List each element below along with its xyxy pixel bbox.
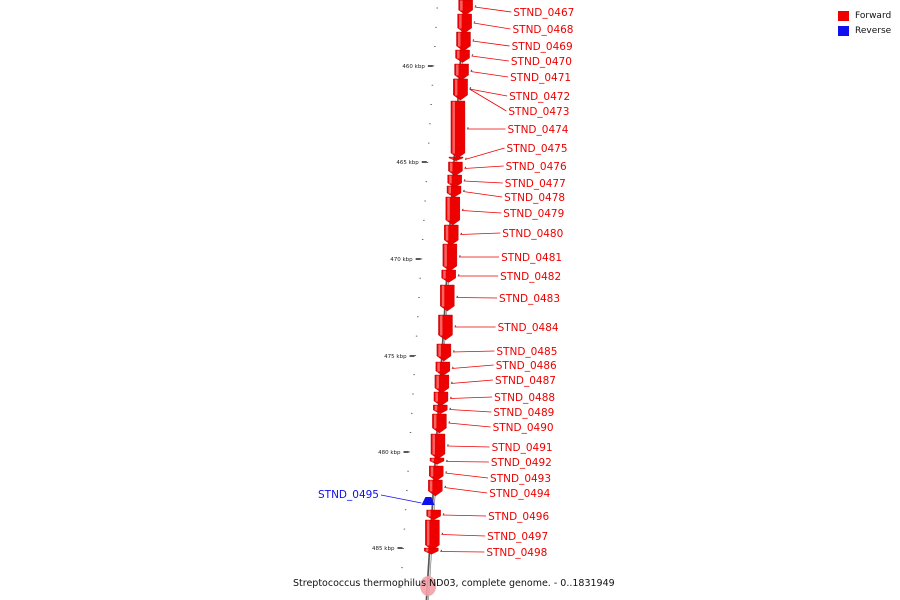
label-connector [443, 515, 487, 516]
gene-shading [431, 467, 434, 477]
gene-label-stnd_0480[interactable]: STND_0480 [502, 228, 564, 240]
label-connector [456, 298, 497, 299]
gene-label-stnd_0469[interactable]: STND_0469 [511, 41, 573, 53]
gene-shading [438, 345, 441, 357]
legend-item-reverse [838, 23, 891, 38]
label-connector [446, 462, 489, 463]
gene-label-stnd_0485[interactable]: STND_0485 [496, 346, 558, 358]
gene-label-stnd_0494[interactable]: STND_0494 [489, 488, 551, 500]
gene-shading [437, 363, 440, 372]
gene-shading [436, 376, 439, 389]
forward-swatch-icon [838, 11, 849, 21]
tick-label: 465 kbp [396, 160, 419, 166]
gene-dot [442, 533, 443, 534]
gene-label-stnd_0483[interactable]: STND_0483 [499, 293, 561, 305]
gene-dot [462, 209, 463, 210]
gene-shading [426, 549, 429, 552]
label-connector [440, 552, 484, 553]
gene-dot [461, 233, 462, 234]
gene-label-stnd_0468[interactable]: STND_0468 [512, 24, 574, 36]
gene-shading [440, 316, 443, 336]
gene-dot [472, 54, 473, 55]
gene-shading [458, 33, 461, 47]
tick-label: 475 kbp [384, 354, 407, 360]
gene-dot [446, 471, 447, 472]
gene-label-stnd_0486[interactable]: STND_0486 [495, 360, 557, 372]
tick-label: 480 kbp [378, 450, 401, 456]
gene-shading [460, 1, 463, 11]
gene-label-stnd_0477[interactable]: STND_0477 [504, 178, 566, 190]
gene-dot [474, 21, 475, 22]
gene-dot [473, 39, 474, 40]
gene-shading [456, 65, 459, 76]
gene-label-stnd_0474[interactable]: STND_0474 [507, 124, 569, 136]
gene-dot [449, 421, 450, 422]
label-connector [474, 23, 511, 29]
legend-label-reverse: Reverse [855, 25, 892, 36]
label-connector [453, 351, 495, 352]
label-connector [447, 446, 490, 447]
gene-dot [441, 550, 442, 551]
label-connector [441, 535, 485, 537]
label-connector [464, 166, 503, 169]
gene-shading [447, 198, 450, 221]
gene-label-stnd_0470[interactable]: STND_0470 [510, 56, 572, 68]
label-connector [448, 423, 490, 427]
gene-dot [464, 179, 465, 180]
label-connector [444, 488, 487, 494]
label-connector [465, 148, 505, 160]
gene-shading [427, 521, 430, 546]
gene-dot [450, 408, 451, 409]
gene-shading [457, 51, 460, 59]
gene-shading [448, 187, 451, 194]
gene-shading [428, 511, 431, 517]
label-connector [381, 495, 421, 503]
gene-dot [447, 444, 448, 445]
gene-shading [432, 435, 435, 455]
label-connector [475, 7, 512, 12]
gene-shading [451, 158, 454, 159]
gene-dot [443, 513, 444, 514]
gene-label-stnd_0489[interactable]: STND_0489 [493, 407, 555, 419]
gene-label-stnd_0475[interactable]: STND_0475 [506, 143, 568, 155]
gene-label-stnd_0484[interactable]: STND_0484 [497, 322, 559, 334]
gene-dot [463, 190, 464, 191]
gene-label-stnd_0496[interactable]: STND_0496 [488, 511, 550, 523]
gene-shading [449, 176, 452, 184]
label-connector [464, 181, 503, 183]
gene-shading [459, 15, 462, 29]
gene-label-stnd_0476[interactable]: STND_0476 [505, 161, 567, 173]
gene-shading [434, 415, 437, 429]
gene-label-stnd_0497[interactable]: STND_0497 [487, 531, 549, 543]
gene-dot [475, 5, 476, 6]
tick-label: 470 kbp [390, 257, 413, 263]
gene-shading [450, 163, 453, 172]
label-connector [463, 192, 502, 198]
gene-shading [446, 226, 449, 241]
gene-dot [467, 127, 468, 128]
label-connector [445, 473, 488, 478]
legend-label-forward: Forward [855, 10, 892, 21]
gene-label-stnd_0491[interactable]: STND_0491 [491, 442, 553, 454]
gene-label-stnd_0478[interactable]: STND_0478 [504, 192, 566, 204]
legend-item-forward [838, 8, 891, 23]
gene-label-stnd_0467[interactable]: STND_0467 [513, 7, 575, 19]
gene-label-stnd_0492[interactable]: STND_0492 [490, 457, 552, 469]
gene-label-stnd_0472[interactable]: STND_0472 [509, 91, 571, 103]
gene-label-stnd_0471[interactable]: STND_0471 [510, 72, 572, 84]
label-connector [472, 41, 509, 46]
gene-label-stnd_0481[interactable]: STND_0481 [501, 252, 563, 264]
label-connector [462, 211, 501, 214]
gene-label-stnd_0490[interactable]: STND_0490 [492, 422, 554, 434]
gene-label-stnd_0487[interactable]: STND_0487 [494, 375, 556, 387]
label-connector [472, 56, 509, 61]
label-connector [450, 397, 492, 399]
gene-shading [444, 245, 447, 267]
gene-dot [465, 167, 466, 168]
label-connector [451, 380, 493, 384]
gene-shading [435, 406, 438, 411]
gene-shading [443, 271, 446, 279]
gene-label-stnd_0473[interactable]: STND_0473 [508, 106, 570, 118]
gene-label-stnd_0482[interactable]: STND_0482 [500, 271, 562, 283]
gene-label-stnd_0479[interactable]: STND_0479 [503, 208, 565, 220]
gene-shading [430, 481, 433, 492]
gene-shading [435, 393, 438, 402]
gene-label-stnd_0488[interactable]: STND_0488 [494, 392, 556, 404]
gene-label-stnd_0498[interactable]: STND_0498 [486, 547, 548, 559]
gene-dot [453, 350, 454, 351]
gene-dot [470, 87, 471, 88]
gene-dot [458, 274, 459, 275]
legend [838, 8, 891, 38]
gene-dot [445, 486, 446, 487]
gene-dot [471, 70, 472, 71]
gene-dot [450, 397, 451, 398]
gene-label-stnd_0493[interactable]: STND_0493 [490, 473, 552, 485]
tick-label: 460 kbp [402, 64, 425, 70]
gene-shading [431, 459, 434, 462]
label-connector [452, 365, 494, 369]
gene-label-stnd_0495[interactable]: STND_0495 [318, 489, 379, 501]
label-connector [471, 72, 509, 78]
gene-dot [457, 296, 458, 297]
gene-dot [446, 460, 447, 461]
gene-dot [455, 325, 456, 326]
label-connector [460, 233, 500, 235]
gene-dot [459, 255, 460, 256]
gene-shading [442, 286, 445, 307]
label-connector [449, 410, 491, 413]
tick-label: 485 kbp [372, 546, 395, 552]
genome-caption: Streptococcus thermophilus ND03, complete genome. - 0..1831949 [293, 578, 615, 589]
reverse-swatch-icon [838, 26, 849, 36]
gene-shading [455, 80, 458, 96]
gene-shading [452, 102, 455, 154]
